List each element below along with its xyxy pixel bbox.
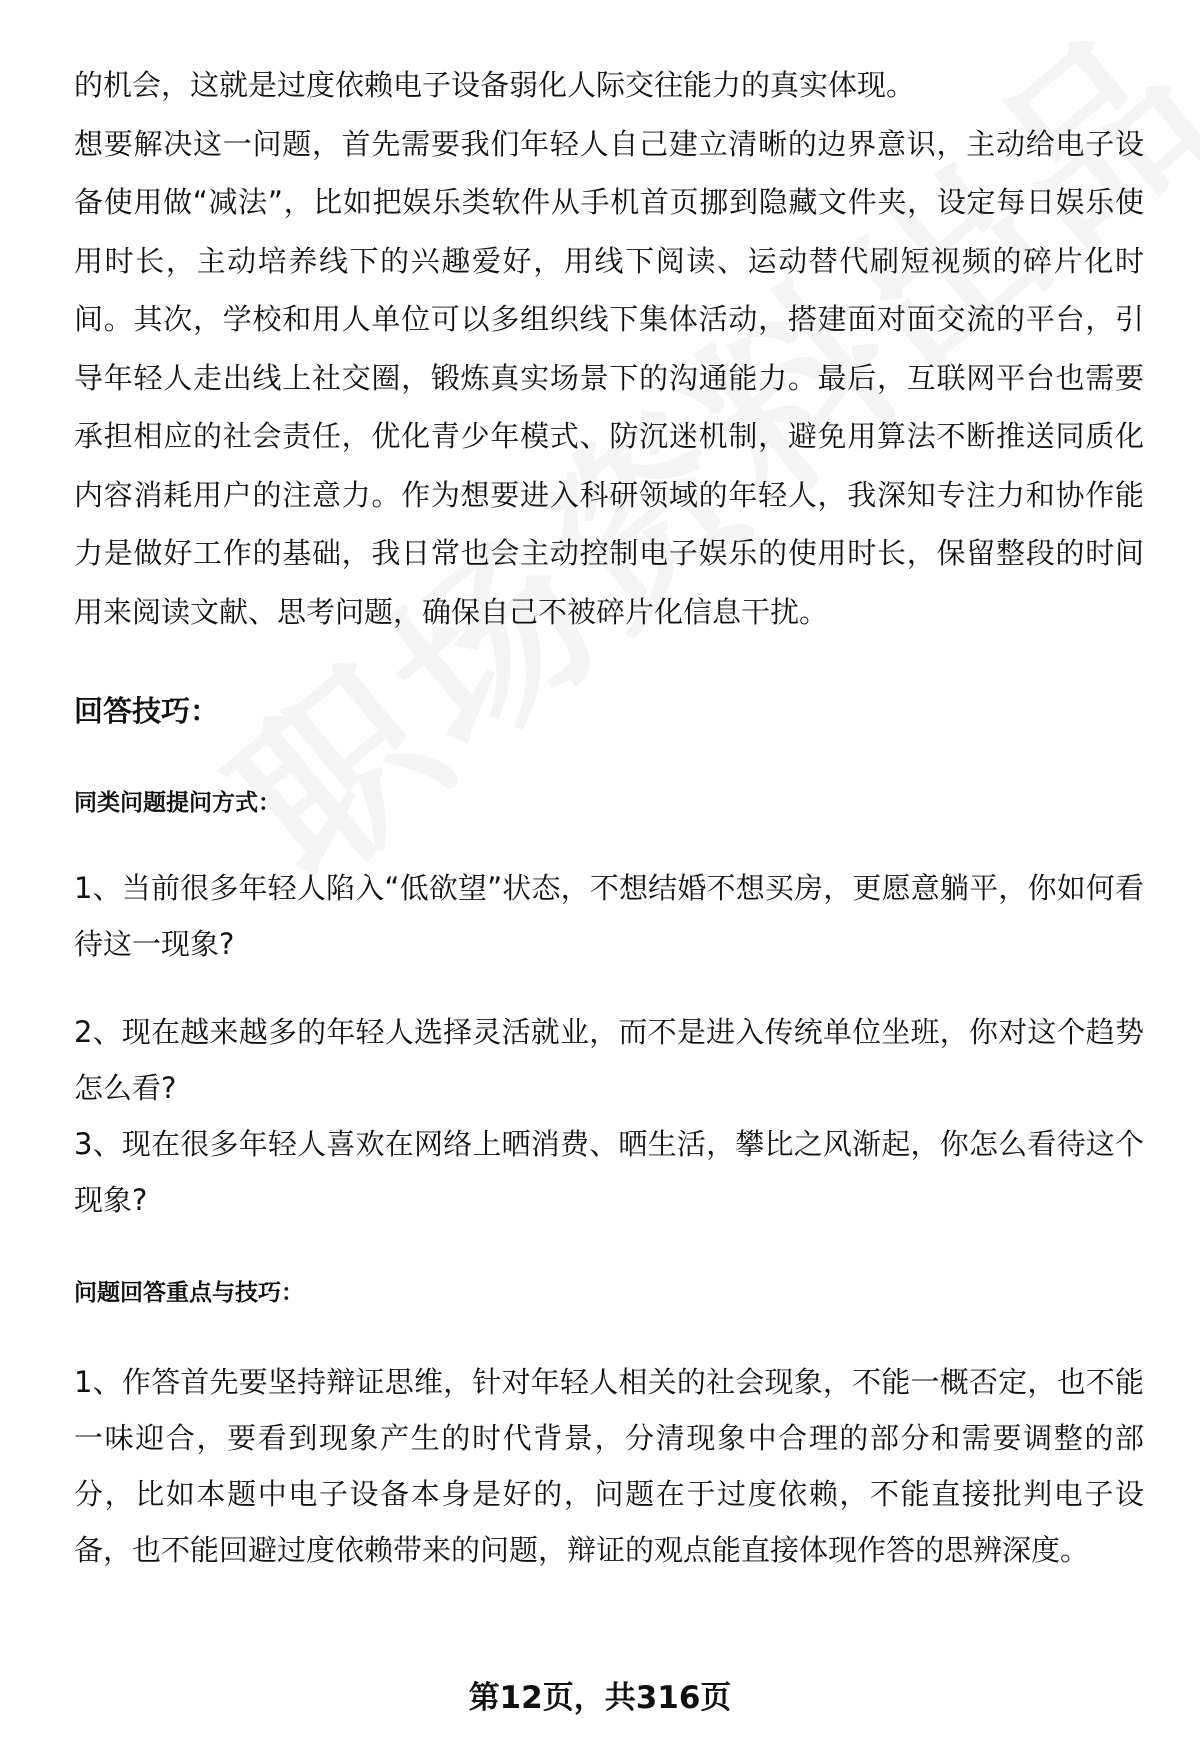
- section-heading: 回答技巧：: [74, 694, 220, 728]
- question-item: 3、现在很多年轻人喜欢在网络上晒消费、晒生活，攀比之风渐起，你怎么看待这个现象?: [74, 1127, 1144, 1217]
- page-number: 第12页，共316页: [468, 1680, 732, 1716]
- question-item: 1、当前很多年轻人陷入“低欲望”状态，不想结婚不想买房，更愿意躺平，你如何看待这一现象?: [74, 871, 1144, 961]
- document-content: [74, 56, 1144, 1578]
- body-paragraph: 想要解决这一问题，首先需要我们年轻人自己建立清晰的边界意识，主动给电子设备使用做“减法”，比如把娱乐类软件从手机首页挪到隐藏文件夹，设定每日娱乐使用时长，主动培养线下的兴趣爱好，用线下阅读、运动替代刷短视频的碎片化时间。其次，学校和用人单位可以多组织线下集体活动，搭建面对面交流的平台，引导年轻人走出线上社交圈，锻炼真实场景下的沟通能力。最后，互联网平台也需要承担相应的社会责任，优化青少年模式、防沉迷机制，避免用算法不断推送同质化内容消耗用户的注意力。作为想要进入科研领域的年轻人，我深知专注力和协作能力是做好工作的基础，我日常也会主动控制电子娱乐的使用时长，保留整段的时间用来阅读文献、思考问题，确保自己不被碎片化信息干扰。: [74, 126, 1144, 629]
- subsection-heading: 同类问题提问方式：: [74, 790, 281, 816]
- body-paragraph: 的机会，这就是过度依赖电子设备弱化人际交往能力的真实体现。: [74, 68, 916, 102]
- key-point-item: 1、作答首先要坚持辩证思维，针对年轻人相关的社会现象，不能一概否定，也不能一味迎合，要看到现象产生的时代背景，分清现象中合理的部分和需要调整的部分，比如本题中电子设备本身是好的，问题在于过度依赖，不能直接批判电子设备，也不能回避过度依赖带来的问题，辩证的观点能直接体现作答的思辨深度。: [74, 1365, 1144, 1567]
- subsection-heading: 问题回答重点与技巧：: [74, 1280, 304, 1306]
- question-item: 2、现在越来越多的年轻人选择灵活就业，而不是进入传统单位坐班，你对这个趋势怎么看?: [74, 1015, 1144, 1105]
